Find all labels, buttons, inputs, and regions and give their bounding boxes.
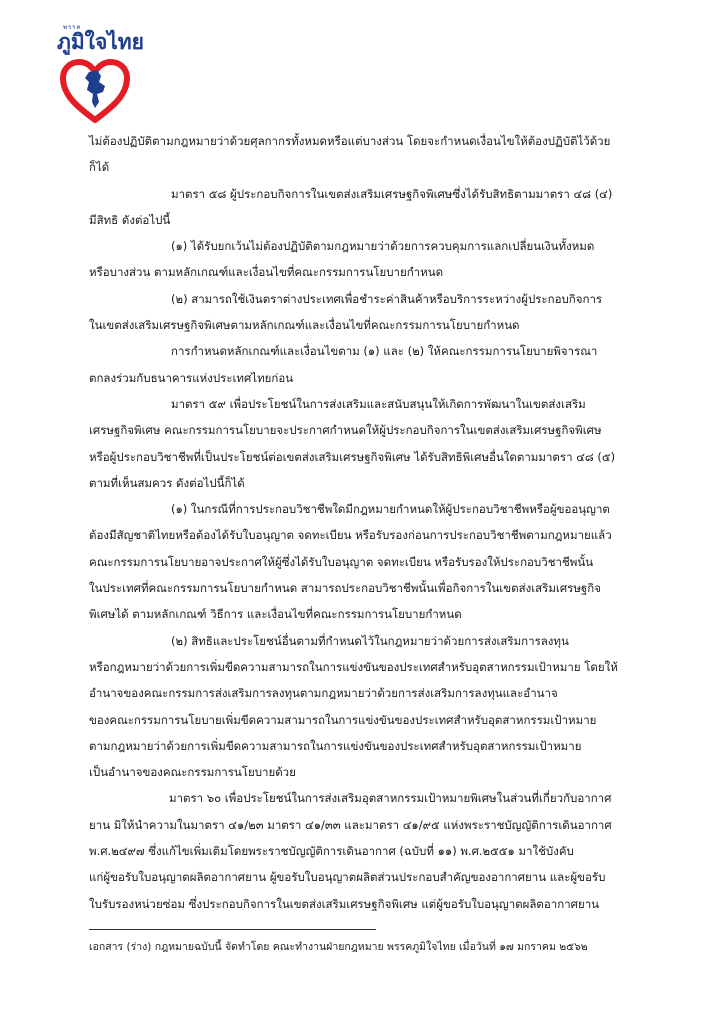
text-line: (๑) ในกรณีที่การประกอบวิชาชีพใดมีกฎหมายกำหนดให้ผู้ประกอบวิชาชีพหรือผู้ขออนุญาต (171, 502, 610, 517)
logo-wordmark: ภูมิใจไทย (57, 30, 144, 54)
text-line: ก็ได้ (89, 160, 110, 175)
party-logo (55, 22, 144, 127)
text-line: ใบรับรองหน่วยซ่อม ซึ่งประกอบกิจการในเขตส่งเสริมเศรษฐกิจพิเศษ แต่ผู้ขอรับใบอนุญาตผลิตอากาศยาน (89, 896, 600, 911)
text-line: อำนาจของคณะกรรมการส่งเสริมการลงทุนตามกฎหมายว่าด้วยการส่งเสริมการลงทุนและอำนาจ (89, 686, 558, 701)
text-line: ตกลงร่วมกับธนาคารแห่งประเทศไทยก่อน (89, 370, 294, 385)
text-line: เศรษฐกิจพิเศษ คณะกรรมการนโยบายจะประกาศกำหนดให้ผู้ประกอบกิจการในเขตส่งเสริมเศรษฐกิจพิเศษ (89, 423, 602, 438)
text-line: การกำหนดหลักเกณฑ์และเงื่อนไขตาม (๑) และ (๒) ให้คณะกรรมการนโยบายพิจารณา (171, 344, 598, 359)
logo-small-text: พรรค (63, 24, 82, 31)
text-line: มาตรา ๖๐ เพื่อประโยชน์ในการส่งเสริมอุตสาหกรรมเป้าหมายพิเศษในส่วนที่เกี่ยวกับอากาศ (169, 791, 612, 806)
text-line: (๑) ได้รับยกเว้นไม่ต้องปฏิบัติตามกฎหมายว่าด้วยการควบคุมการแลกเปลี่ยนเงินทั้งหมด (171, 239, 595, 254)
text-line: แก่ผู้ขอรับใบอนุญาตผลิตอากาศยาน ผู้ขอรับใบอนุญาตผลิตส่วนประกอบสำคัญของอากาศยาน และผู้ขอรับ (89, 870, 606, 885)
text-line: พ.ศ.๒๔๙๗ ซึ่งแก้ไขเพิ่มเติมโดยพระราชบัญญัติการเดินอากาศ (ฉบับที่ ๑๑) พ.ศ.๒๕๕๑ มาใช้บังคับ (89, 844, 574, 859)
text-line: ตามที่เห็นสมควร ดังต่อไปนี้ก็ได้ (89, 475, 245, 490)
text-line: หรือผู้ประกอบวิชาชีพที่เป็นประโยชน์ต่อเขตส่งเสริมเศรษฐกิจพิเศษ ได้รับสิทธิพิเศษอื่นใดตามมาตรา ๔๘ (๕) (89, 449, 616, 464)
document-body (89, 128, 641, 917)
text-line: (๒) สามารถใช้เงินตราต่างประเทศเพื่อชำระค่าสินค้าหรือบริการระหว่างผู้ประกอบกิจการ (171, 291, 603, 306)
text-line: คณะกรรมการนโยบายอาจประกาศให้ผู้ซึ่งได้รับใบอนุญาต จดทะเบียน หรือรับรองให้ประกอบวิชาชีพนั้น (89, 554, 594, 569)
text-line: มาตรา ๕๙ เพื่อประโยชน์ในการส่งเสริมและสนับสนุนให้เกิดการพัฒนาในเขตส่งเสริม (171, 396, 586, 411)
text-line: ยาน มิให้นำความในมาตรา ๔๑/๒๓ มาตรา ๔๑/๓๓ และมาตรา ๔๑/๙๕ แห่งพระราชบัญญัติการเดินอากาศ (89, 817, 612, 832)
text-line: (๒) สิทธิและประโยชน์อื่นตามที่กำหนดไว้ในกฎหมายว่าด้วยการส่งเสริมการลงทุน (171, 633, 569, 648)
text-line: พิเศษได้ ตามหลักเกณฑ์ วิธีการ และเงื่อนไขที่คณะกรรมการนโยบายกำหนด (89, 607, 462, 622)
text-line: ในเขตส่งเสริมเศรษฐกิจพิเศษตามหลักเกณฑ์และเงื่อนไขที่คณะกรรมการนโยบายกำหนด (89, 318, 520, 333)
text-line: มาตรา ๕๘ ผู้ประกอบกิจการในเขตส่งเสริมเศรษฐกิจพิเศษซึ่งได้รับสิทธิตามมาตรา ๔๘ (๔) (171, 186, 613, 201)
text-line: หรือกฎหมายว่าด้วยการเพิ่มขีดความสามารถในการแข่งขันของประเทศสำหรับอุตสาหกรรมเป้าหมาย โดยให้ (89, 659, 618, 674)
text-line: เป็นอำนาจของคณะกรรมการนโยบายด้วย (89, 765, 296, 780)
text-line: ตามกฎหมายว่าด้วยการเพิ่มขีดความสามารถในการแข่งขันของประเทศสำหรับอุตสาหกรรมเป้าหมาย (89, 738, 582, 753)
text-line: ไม่ต้องปฏิบัติตามกฎหมายว่าด้วยศุลกากรทั้งหมดหรือแต่บางส่วน โดยจะกำหนดเงื่อนไขให้ต้องปฏิบัติไว้ด้วย (89, 134, 611, 148)
footnote-divider (89, 929, 376, 930)
text-line: ในประเทศที่คณะกรรมการนโยบายกำหนด สามารถประกอบวิชาชีพนั้นเพื่อกิจการในเขตส่งเสริมเศรษฐกิจ (89, 581, 601, 596)
text-line: ของคณะกรรมการนโยบายเพิ่มขีดความสามารถในการแข่งขันของประเทศสำหรับอุตสาหกรรมเป้าหมาย (89, 712, 597, 727)
text-line: มีสิทธิ ดังต่อไปนี้ (89, 212, 171, 227)
heart-map-icon (59, 58, 131, 124)
footnote: เอกสาร (ร่าง) กฎหมายฉบับนี้ จัดทำโดย คณะทำงานฝ่ายกฎหมาย พรรคภูมิใจไทย เมื่อวันที่ ๑๗ มกราคม ๒๕๖๒ (89, 941, 588, 953)
text-line: หรือบางส่วน ตามหลักเกณฑ์และเงื่อนไขที่คณะกรรมการนโยบายกำหนด (89, 265, 444, 280)
text-line: ต้องมีสัญชาติไทยหรือต้องได้รับใบอนุญาต จดทะเบียน หรือรับรองก่อนการประกอบวิชาชีพตามกฎหมายแล้ว (89, 528, 612, 543)
